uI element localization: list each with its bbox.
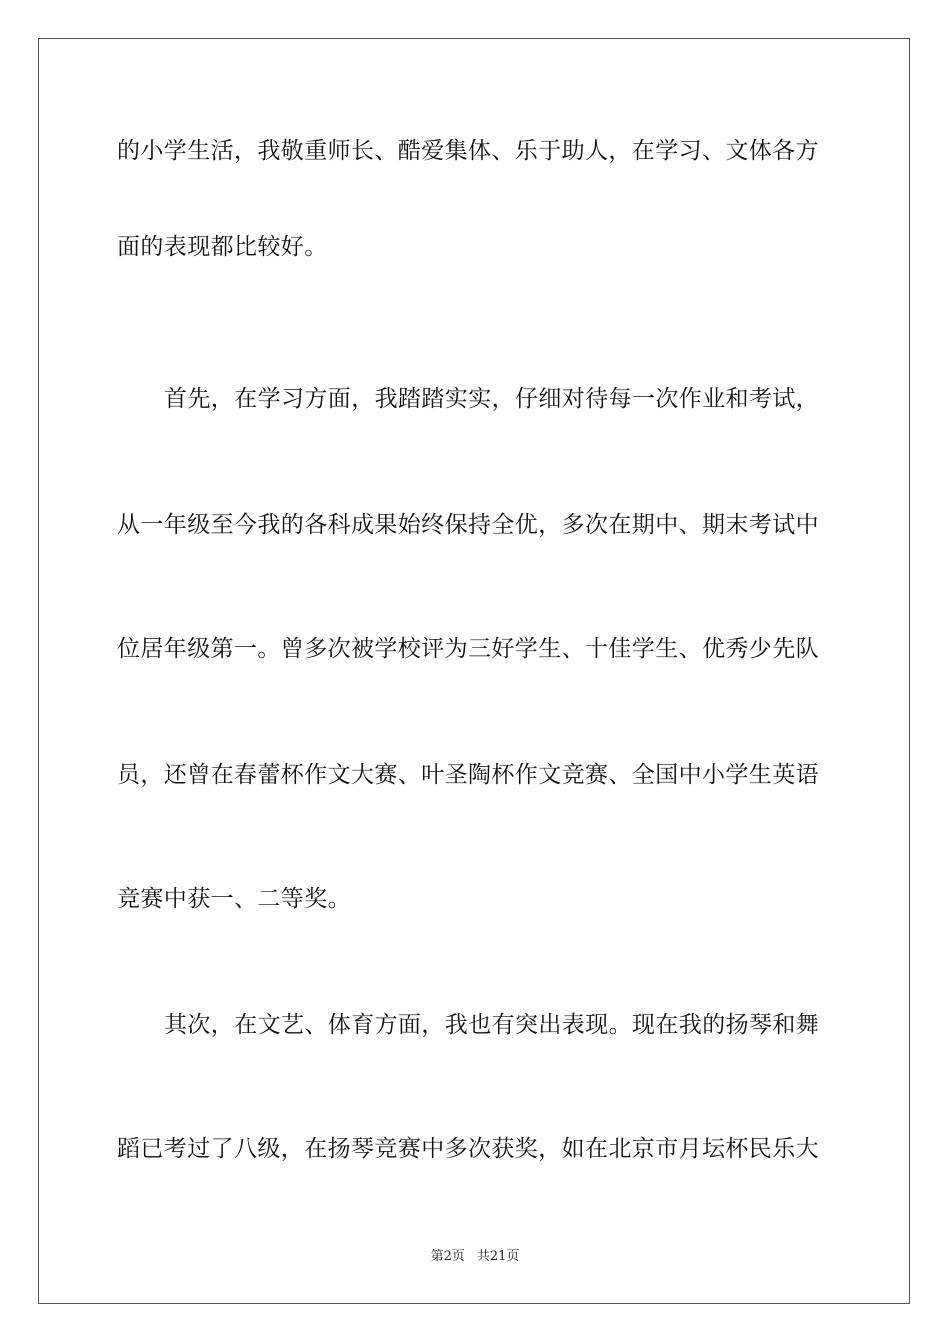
text-line: 蹈已考过了八级，在扬琴竞赛中多次获奖，如在北京市月坛杯民乐大 (117, 1136, 819, 1162)
text-line: 员，还曾在春蕾杯作文大赛、叶圣陶杯作文竞赛、全国中小学生英语 (117, 762, 819, 788)
page-border (38, 38, 910, 1304)
text-line: 的小学生活，我敬重师长、酷爱集体、乐于助人，在学习、文体各方 (117, 138, 819, 164)
page-number: 第2页 (430, 1249, 465, 1264)
text-line: 竞赛中获一、二等奖。 (117, 886, 351, 912)
text-line: 位居年级第一。曾多次被学校评为三好学生、十佳学生、优秀少先队 (117, 636, 819, 662)
page-total: 共21页 (476, 1249, 520, 1264)
text-line: 从一年级至今我的各科成果始终保持全优，多次在期中、期末考试中 (117, 512, 819, 538)
text-line: 面的表现都比较好。 (117, 234, 328, 260)
paragraph-first-line: 首先，在学习方面，我踏踏实实，仔细对待每一次作业和考试， (164, 386, 820, 412)
page-footer (0, 1248, 950, 1266)
paragraph-first-line: 其次，在文艺、体育方面，我也有突出表现。现在我的扬琴和舞 (164, 1012, 820, 1038)
